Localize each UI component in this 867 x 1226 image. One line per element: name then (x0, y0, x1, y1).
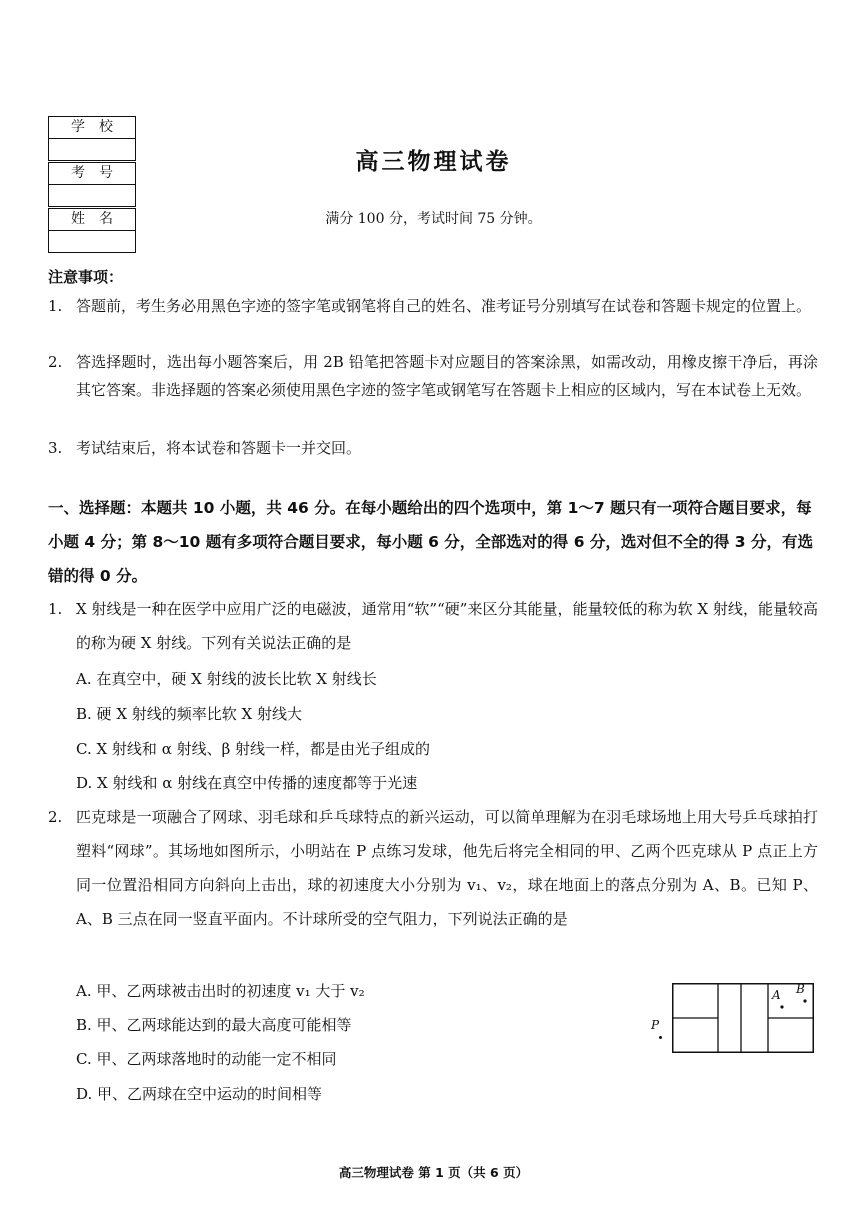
section-text: 一、选择题：本题共 10 小题，共 46 分。在每小题给出的四个选项中，第 1～7 题只有一项符合题目要求，每小题 4 分；第 8～10 题有多项符合题目要求，每小题 6 分，全部选对的得 6 分，选对但不全的得 3 分，有选错的得 0 分。 (48, 499, 813, 585)
question-number: 1. (48, 600, 63, 618)
exam-number-label: 考号 (49, 163, 135, 185)
point-p-label: P (651, 1018, 660, 1032)
point-p-marker (659, 1036, 662, 1039)
question-2-option-b: B. 甲、乙两球能达到的最大高度可能相等 (76, 1016, 352, 1034)
notice-item-number: 2. (48, 353, 63, 371)
point-a-label: A (772, 988, 781, 1002)
question-stem: X 射线是一种在医学中应用广泛的电磁波，通常用“软”“硬”来区分其能量，能量较低的称为软 X 射线，能量较高的称为硬 X 射线。下列有关说法正确的是 (76, 600, 818, 652)
court-figure (672, 983, 814, 1053)
question-1-option-c: C. X 射线和 α 射线、β 射线一样，都是由光子组成的 (76, 740, 431, 758)
section-heading (48, 491, 818, 593)
notice-item-text: 答题前，考生务必用黑色字迹的签字笔或钢笔将自己的姓名、准考证号分别填写在试卷和答题卡规定的位置上。 (76, 297, 812, 315)
question-1-option-a: A. 在真空中，硬 X 射线的波长比软 X 射线长 (76, 670, 377, 688)
page-title: 高三物理试卷 (355, 149, 512, 175)
question-2 (48, 800, 818, 936)
question-2-option-a: A. 甲、乙两球被击出时的初速度 v₁ 大于 v₂ (76, 982, 365, 1000)
question-1 (48, 592, 818, 660)
notice-item-text: 答选择题时，选出每小题答案后，用 2B 铅笔把答题卡对应题目的答案涂黑，如需改动，用橡皮擦干净后，再涂其它答案。非选择题的答案必须使用黑色字迹的签字笔或钢笔写在答题卡上相应的区域内，写在本试卷上无效。 (76, 353, 818, 399)
exam-subtitle: 满分 100 分，考试时间 75 分钟。 (325, 211, 542, 227)
question-2-option-d: D. 甲、乙两球在空中运动的时间相等 (76, 1085, 323, 1103)
exam-number-field (49, 185, 135, 206)
notice-item-number: 1. (48, 297, 63, 315)
notice-heading: 注意事项： (48, 268, 124, 286)
point-b-label: B (796, 982, 805, 996)
question-2-option-c: C. 甲、乙两球落地时的动能一定不相同 (76, 1050, 337, 1068)
notice-item (48, 434, 818, 462)
notice-item (48, 348, 818, 404)
notice-item-number: 3. (48, 439, 63, 457)
question-stem: 匹克球是一项融合了网球、羽毛球和乒乓球特点的新兴运动，可以简单理解为在羽毛球场地上用大号乒乓球拍打塑料“网球”。其场地如图所示，小明站在 P 点练习发球，他先后将完全相同的甲、乙两个匹克球从 P 点正上方同一位置沿相同方向斜向上击出，球的初速度大小分别为 v₁、v₂，球在地面上的落点分别为 A、B。已知 P、A、B 三点在同一竖直平面内。不计球所受的空气阻力，下列说法正确的是 (76, 808, 818, 928)
court-diagram (672, 983, 814, 1053)
name-label: 姓名 (49, 209, 135, 231)
name-field (49, 231, 135, 252)
notice-item-text: 考试结束后，将本试卷和答题卡一并交回。 (76, 439, 362, 457)
page-footer: 高三物理试卷 第 1 页（共 6 页） (338, 1165, 529, 1180)
notice-item (48, 292, 818, 320)
question-number: 2. (48, 808, 63, 826)
question-1-option-b: B. 硬 X 射线的频率比软 X 射线大 (76, 705, 302, 723)
school-label: 学校 (49, 117, 135, 139)
question-1-option-d: D. X 射线和 α 射线在真空中传播的速度都等于光速 (76, 774, 418, 792)
